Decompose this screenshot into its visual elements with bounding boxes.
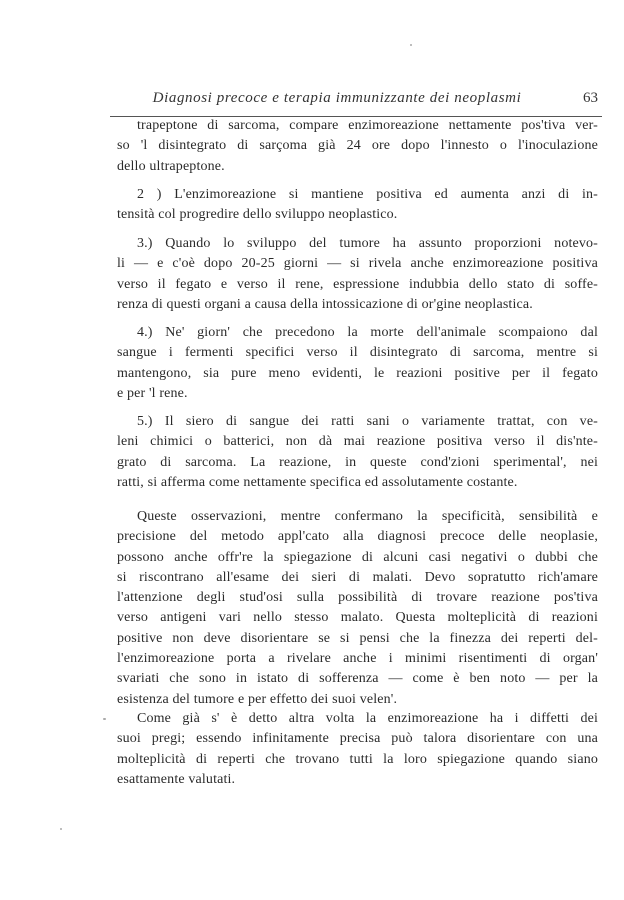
paragraph [117, 507, 598, 710]
text-line: esattamente valutati. [117, 771, 236, 787]
text-line: precisione del metodo appl'cato alla diagnosi precoce delle neoplasie, [117, 529, 598, 545]
page-number: 63 [583, 90, 598, 106]
text-line: 2 ) L'enzimoreazione si mantiene positiva ed aumenta anzi di in- [137, 187, 598, 202]
text-line: so 'l disintegrato di sarçoma già 24 ore dopo l'innesto o l'inoculazione [117, 138, 598, 154]
paragraph [117, 185, 598, 226]
text-line: 5.) Il siero di sangue dei ratti sani o variamente trattat, con ve- [137, 414, 598, 429]
text-line: l'attenzione degli stud'osi sulla possibilità di trovare reazione pos'tiva [117, 590, 598, 606]
text-line: possono anche offr're la spiegazione di alcuni casi negativi o dubbi che [117, 549, 598, 565]
paragraph [117, 116, 598, 177]
text-line: trapeptone di sarcoma, compare enzimoreazione nettamente pos'tiva ver- [137, 118, 598, 133]
scan-speck [410, 44, 412, 46]
paragraph [117, 323, 598, 404]
text-line: l'enzimoreazione porta a rivelare anche i minimi risentimenti di organ' [117, 651, 598, 667]
text-line: Queste osservazioni, mentre confermano la specificità, sensibilità e [137, 509, 598, 524]
text-line: sangue i fermenti specifici verso il disintegrato di sarcoma, mentre si [117, 345, 598, 361]
text-line: 3.) Quando lo sviluppo del tumore ha assunto proporzioni notevo- [137, 236, 598, 251]
scan-speck [103, 718, 106, 720]
text-line: molteplicità di reperti che trovano tutti la loro spiegazione quando siano [117, 751, 598, 767]
text-line: dello ultrapeptone. [117, 158, 225, 174]
text-line: positive non deve disorientare se si pensi che la finezza dei reperti del- [117, 630, 598, 646]
text-line: e per 'l rene. [117, 385, 188, 401]
paragraph [117, 234, 598, 315]
text-line: Come già s' è detto altra volta la enzimoreazione ha i diffetti dei [137, 711, 598, 726]
running-title: Diagnosi precoce e terapia immunizzante dei neoplasmi [152, 90, 522, 106]
text-line: mantengono, sia pure meno evidenti, le reazioni positive per il fegato [117, 365, 598, 381]
scan-speck [60, 828, 62, 830]
text-line: renza di questi organi a causa della intossicazione di or'gine neoplastica. [117, 296, 533, 312]
text-line: verso il fegato e verso il rene, espressione indubbia dello stato di soffe- [117, 276, 598, 292]
text-line: tensità col progredire dello sviluppo neoplastico. [117, 207, 398, 223]
text-line: esistenza del tumore e per effetto dei suoi velen'. [117, 691, 398, 707]
text-line: li — e c'oè dopo 20-25 giorni — si rivela anche enzimoreazione positiva [117, 256, 598, 272]
text-line: suoi pregi; essendo infinitamente precisa può talora disorientare con una [117, 731, 598, 747]
text-line: verso antigeni vari nello stesso malato. Questa molteplicità di reazioni [117, 610, 598, 626]
page-header [117, 90, 598, 112]
text-line: 4.) Ne' giorn' che precedono la morte dell'animale scompaiono dal [137, 325, 598, 340]
text-line: si riscontrano all'esame dei sieri di malati. Devo sopratutto rich'amare [117, 569, 598, 585]
text-line: svariati che sono in istato di sofferenza — come è ben noto — per la [117, 671, 598, 687]
paragraph [117, 709, 598, 790]
text-line: grato di sarcoma. La reazione, in queste cond'zioni sperimental', nei [117, 454, 598, 470]
text-line: ratti, si afferma come nettamente specifica ed assolutamente costante. [117, 474, 518, 490]
paragraph [117, 412, 598, 493]
text-line: leni chimici o batterici, non dà mai reazione positiva verso il dis'nte- [117, 434, 598, 450]
